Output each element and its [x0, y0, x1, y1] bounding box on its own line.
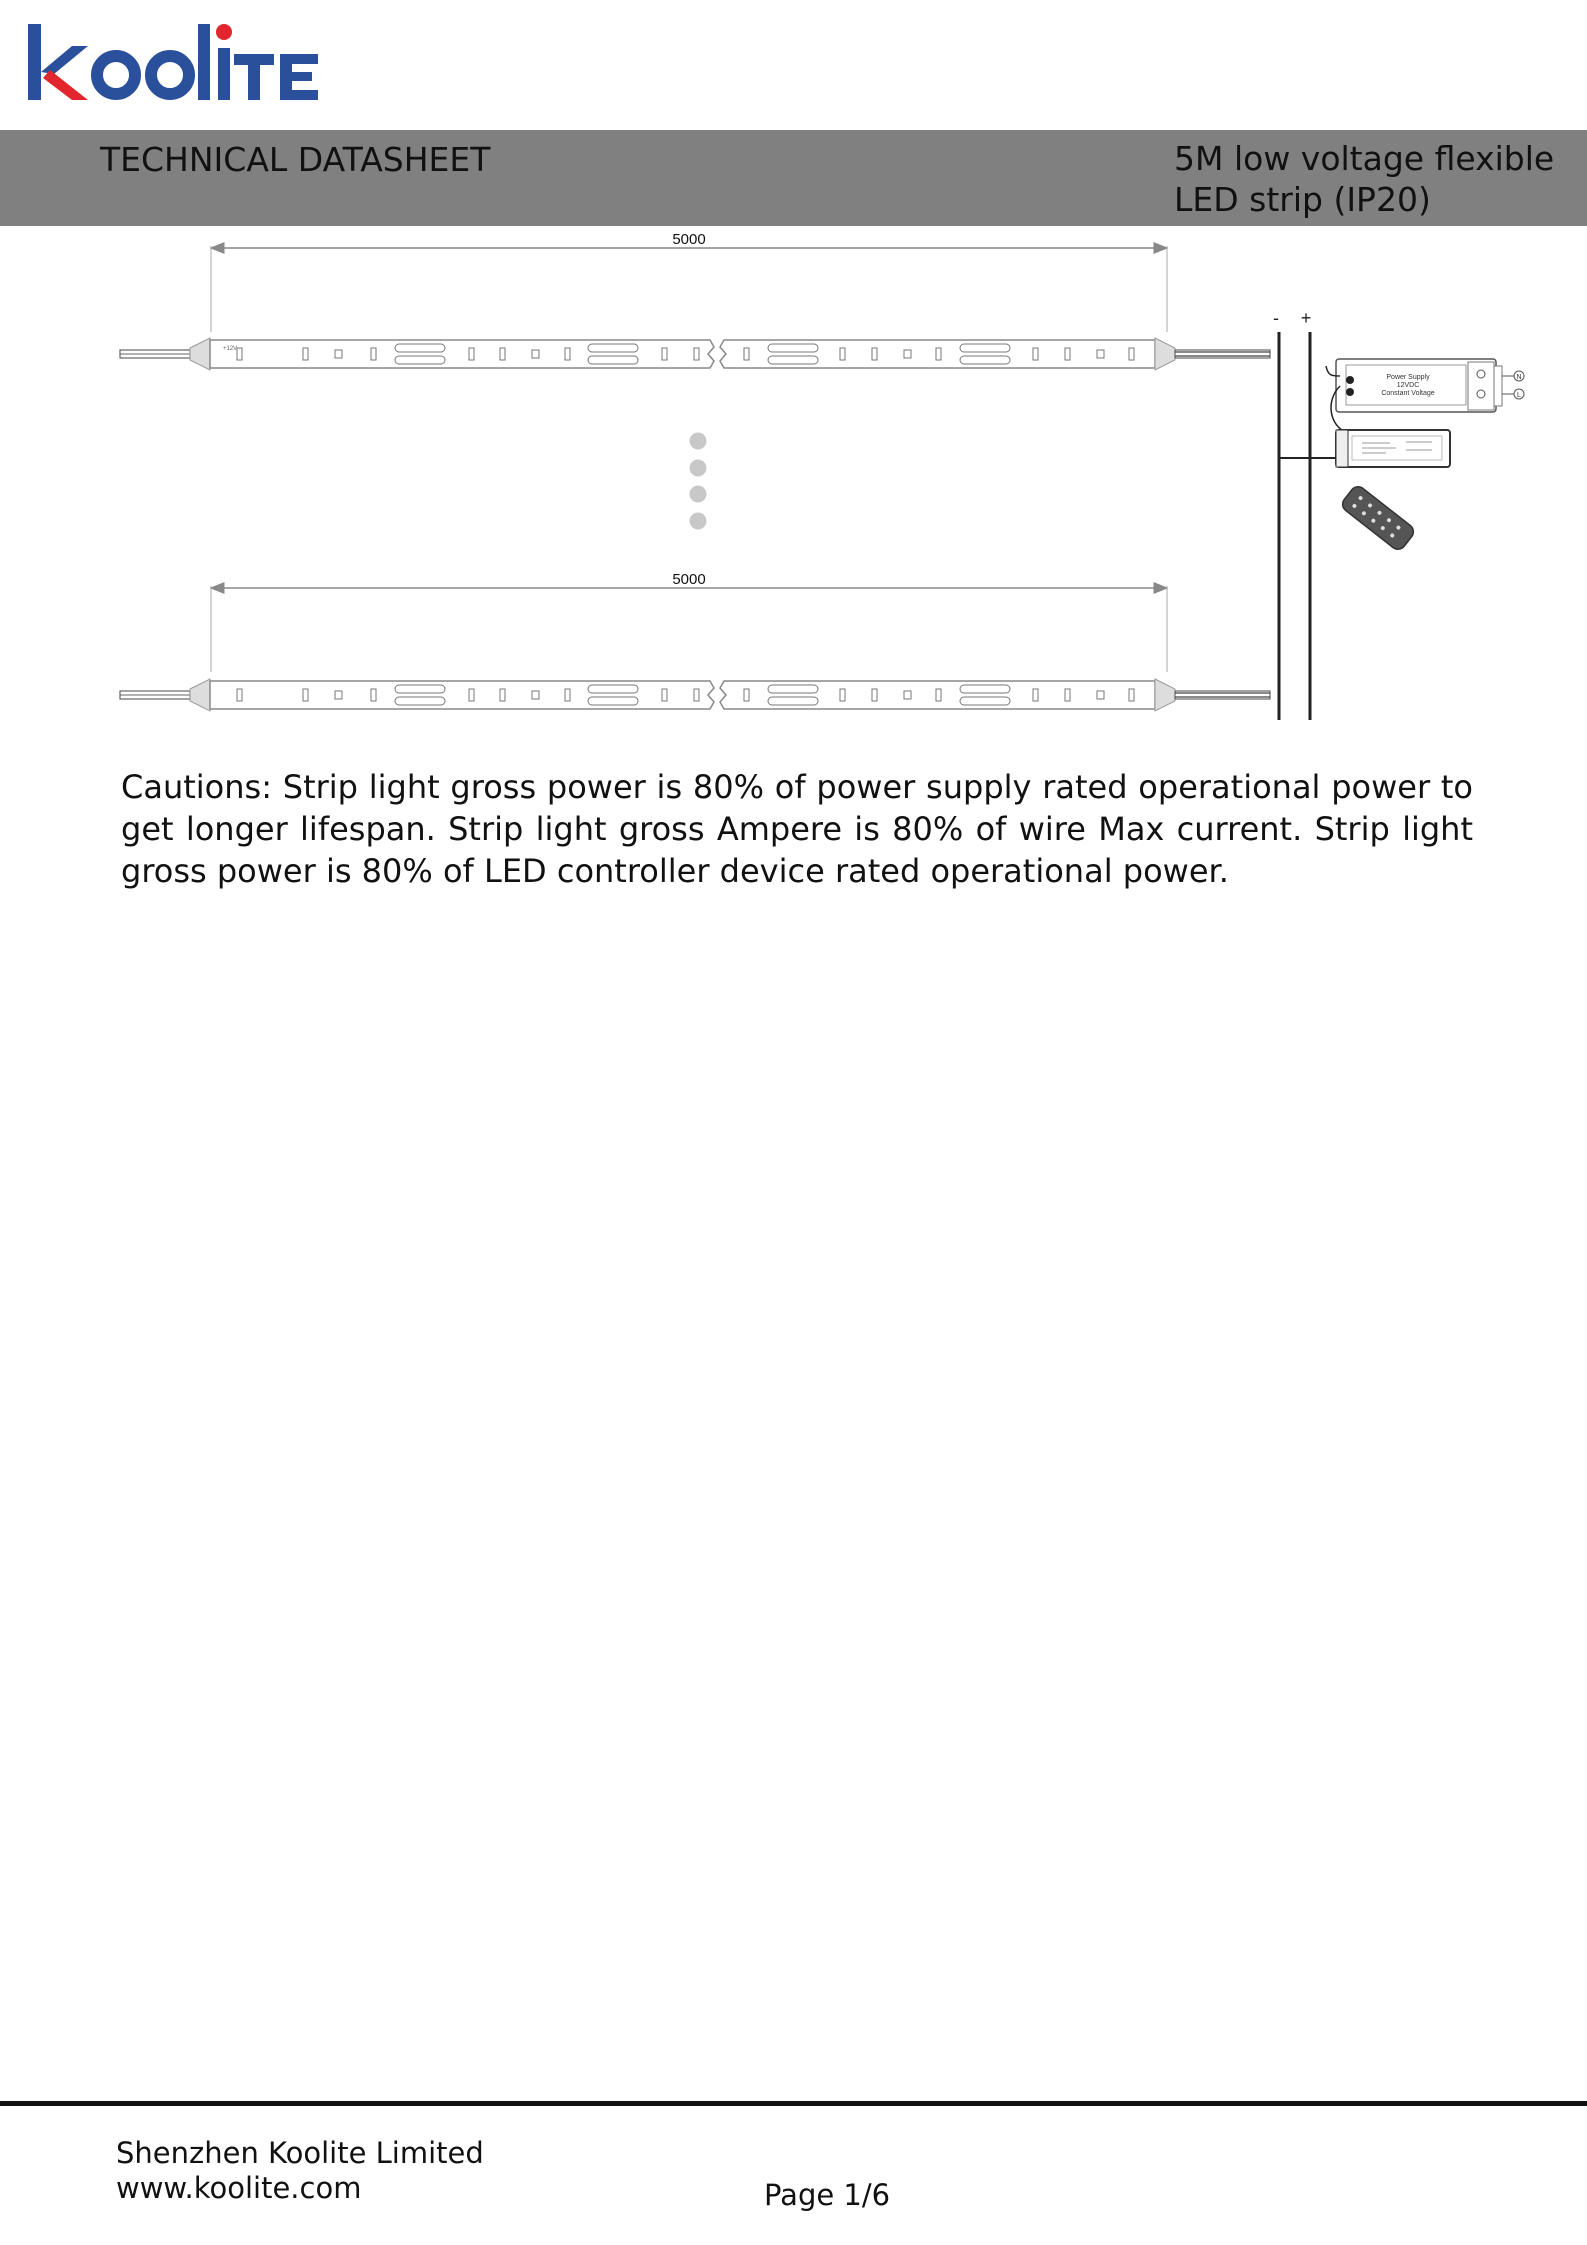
product-title [1174, 138, 1574, 220]
plus-label: + [1300, 308, 1312, 328]
cautions-text: Cautions: Strip light gross power is 80% of power supply rated operational power to get longer lifespan. Strip light gross Ampere is 80% of wire Max current. Strip light gross power is 80% of LED controller device rated operational power. [121, 768, 1473, 890]
wiring-diagram [0, 226, 1587, 746]
psu-label-3: Constant Voltage [1381, 390, 1435, 397]
led-controller [1279, 430, 1450, 467]
website-link[interactable]: www.koolite.com [116, 2171, 362, 2205]
continuation-dots [690, 433, 707, 530]
header-bar [0, 130, 1587, 226]
psu-n-label: N [1516, 374, 1522, 381]
page-number: Page 1/6 [764, 2178, 891, 2212]
document-title: TECHNICAL DATASHEET [100, 140, 491, 179]
dimension-label-bottom: 5000 [672, 571, 706, 588]
product-title-line-2: LED strip (IP20) [1174, 180, 1431, 219]
product-title-line-1: 5M low voltage flexible [1174, 139, 1555, 178]
psu-l-label: L [1517, 392, 1521, 399]
power-supply [1326, 359, 1524, 432]
led-strip-top [120, 338, 1270, 370]
remote-control [1339, 484, 1416, 553]
koolite-logo [28, 20, 328, 110]
footer-rule [0, 2101, 1587, 2106]
led-strip-bottom [120, 679, 1270, 711]
psu-label-1: Power Supply [1386, 374, 1430, 381]
psu-label-2: 12VDC [1396, 382, 1420, 389]
dimension-label-top: 5000 [672, 231, 706, 248]
company-name: Shenzhen Koolite Limited [116, 2136, 484, 2170]
strip-polarity-mark: +12V [223, 346, 238, 352]
minus-label: - [1273, 308, 1279, 328]
